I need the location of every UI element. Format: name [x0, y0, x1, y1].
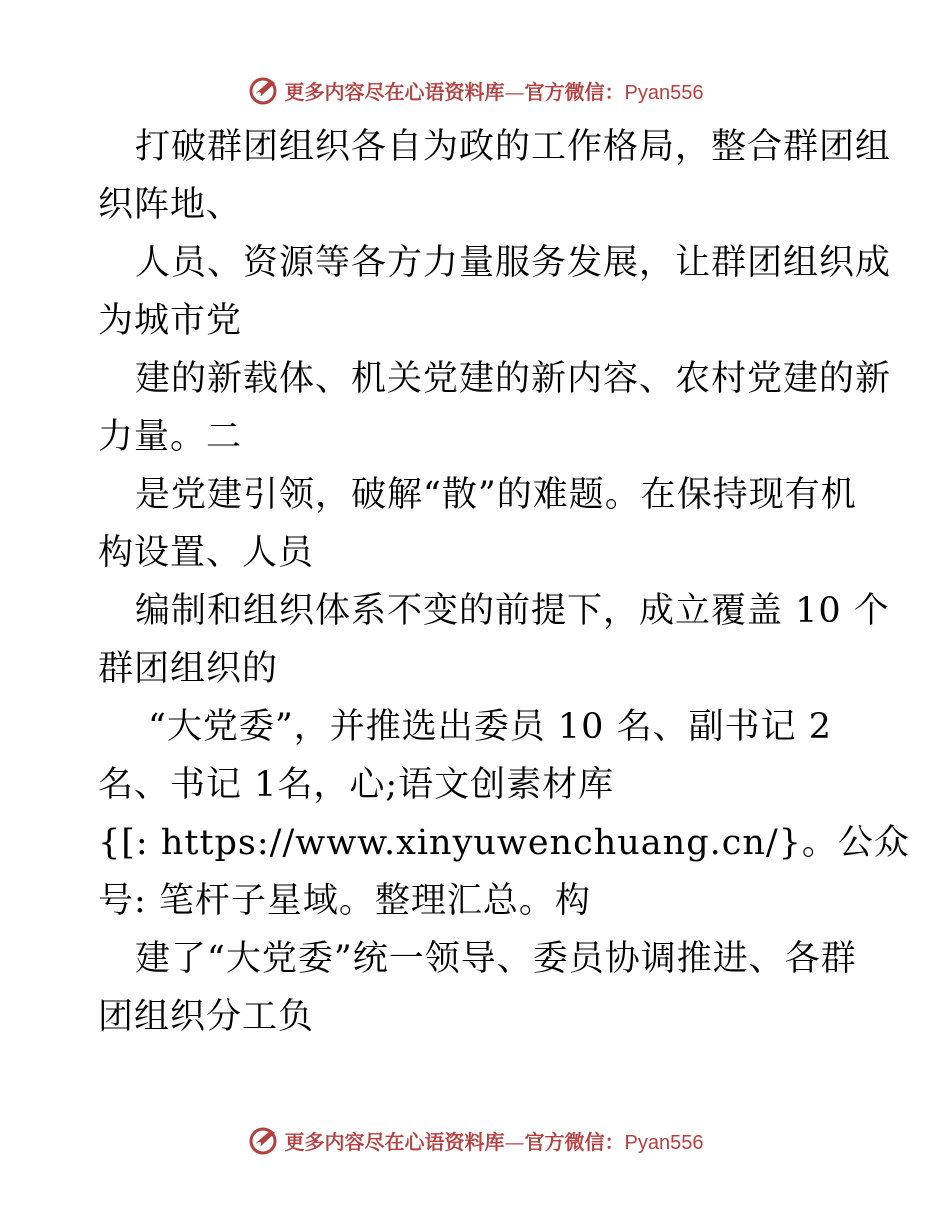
body-line: 人员、资源等各方力量服务发展，让群团组织成 [135, 243, 892, 283]
footer-wechat-label: 官方微信： [524, 1129, 625, 1154]
body-line: 为城市党 [98, 301, 243, 341]
body-line: “大党委”，并推选出委员 10 名、副书记 2 [148, 707, 832, 747]
header-watermark [0, 68, 950, 112]
footer-wechat-id: Pyan556 [624, 1131, 704, 1154]
body-line: 编制和组织体系不变的前提下，成立覆盖 10 个 [135, 591, 890, 631]
header-separator: — [504, 79, 525, 104]
document-body [98, 118, 910, 1046]
body-line: 建的新载体、机关党建的新内容、农村党建的新 [135, 359, 892, 399]
body-line: 名、书记 1名，心;语文创素材库 [98, 765, 615, 805]
header-wechat-id: Pyan556 [624, 81, 704, 104]
body-line: 群团组织的 [98, 649, 279, 689]
pen-logo-icon [247, 73, 281, 107]
body-line: 打破群团组织各自为政的工作格局，整合群团组 [135, 127, 892, 167]
body-line: 构设置、人员 [98, 533, 315, 573]
body-line: 号: 笔杆子星域。整理汇总。构 [98, 881, 591, 921]
body-line: 建了“大党委”统一领导、委员协调推进、各群 [135, 939, 857, 979]
footer-separator: — [504, 1129, 525, 1154]
footer-watermark [0, 1118, 950, 1162]
header-wechat-label: 官方微信： [524, 79, 625, 104]
header-site-text: 更多内容尽在心语资料库 [284, 79, 505, 104]
body-line: 力量。二 [98, 417, 243, 457]
body-line: 织阵地、 [98, 185, 243, 225]
pen-logo-icon [247, 1123, 281, 1157]
body-line: 是党建引领，破解“散”的难题。在保持现有机 [135, 475, 857, 515]
body-line: 团组织分工负 [98, 997, 315, 1037]
footer-site-text: 更多内容尽在心语资料库 [284, 1129, 505, 1154]
body-line: {[: https://www.xinyuwenchuang.cn/}。公众 [98, 823, 910, 863]
